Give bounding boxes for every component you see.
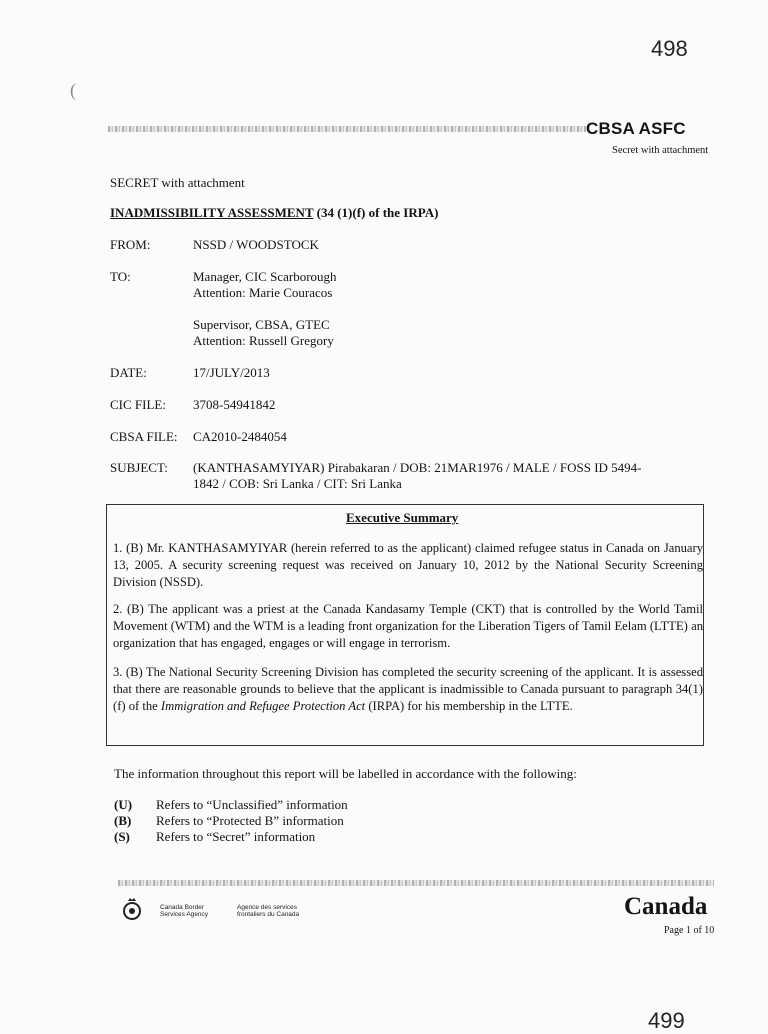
act-name: Immigration and Refugee Protection Act [160, 698, 366, 713]
scan-mark: ( [70, 80, 76, 100]
header-classification-note: Secret with attachment [612, 145, 709, 156]
agency-name-en: Canada Border Services Agency [160, 904, 209, 918]
legend-text-secret: Refers to “Secret” information [156, 829, 316, 844]
legend-text-protected-b: Refers to “Protected B” information [156, 813, 344, 828]
summary-paragraph-3: 3. (B) The National Security Screening Division has completed the security screening of the applicant. It is assessed that there are reasonable grounds to believe that the applicant is inadmissible to Canada pursuant to paragraph 34(1)(f) of the Immigration and Refugee Protection Act (IRPA) for his membership in the LTTE. [113, 665, 703, 713]
footer-rule [118, 880, 714, 886]
document-title [110, 205, 438, 221]
canada-wordmark: Canada [624, 893, 708, 920]
page-number-bottom: 499 [648, 1008, 685, 1033]
legend-code-protected-b: (B) [114, 813, 132, 828]
field-label-cbsa-file: CBSA FILE: [110, 429, 178, 444]
summary-paragraph-1: 1. (B) Mr. KANTHASAMYIYAR (herein referred to as the applicant) claimed refugee status in Canada on January 13, 2005. A security screening request was received on January 10, 2012 by the National Security Screening Division (NSSD). [113, 541, 703, 589]
agency-name-fr: Agence des services frontaliers du Canada [237, 904, 300, 918]
field-value-cbsa-file: CA2010-2484054 [193, 429, 287, 444]
crest-icon [121, 897, 143, 926]
field-value-date: 17/JULY/2013 [193, 365, 270, 380]
document-classification: SECRET with attachment [110, 175, 245, 190]
field-value-to-line2: Attention: Marie Couracos [193, 285, 333, 300]
document-title-main: INADMISSIBILITY ASSESSMENT [110, 205, 314, 220]
header-rule [108, 126, 586, 132]
field-label-from: FROM: [110, 237, 151, 252]
legend-code-unclassified: (U) [114, 797, 133, 812]
summary-paragraph-2: 2. (B) The applicant was a priest at the Canada Kandasamy Temple (CKT) that is controlled by the World Tamil Movement (WTM) and the WTM is a leading front organization for the Liberation Tigers of Tamil Eelam (LTTE) an organization that has engaged, engages or will engage in terrorism. [113, 602, 703, 650]
document-title-reference: (34 (1)(f) of the IRPA) [313, 205, 439, 220]
field-label-cic-file: CIC FILE: [110, 397, 166, 412]
legend-text-unclassified: Refers to “Unclassified” information [156, 797, 348, 812]
field-value-to2-line2: Attention: Russell Gregory [193, 333, 334, 348]
field-label-to: TO: [110, 269, 131, 284]
page-indicator: Page 1 of 10 [664, 925, 715, 936]
legend-intro: The information throughout this report will be labelled in accordance with the following: [114, 766, 577, 781]
field-value-from: NSSD / WOODSTOCK [193, 237, 319, 252]
page-number-top: 498 [651, 36, 688, 61]
legend-code-secret: (S) [114, 829, 130, 844]
field-value-to2-line1: Supervisor, CBSA, GTEC [193, 317, 330, 332]
field-value-subject-line1: (KANTHASAMYIYAR) Pirabakaran / DOB: 21MAR1976 / MALE / FOSS ID 5494- [193, 460, 642, 475]
field-label-date: DATE: [110, 365, 147, 380]
field-value-to-line1: Manager, CIC Scarborough [193, 269, 337, 284]
field-value-cic-file: 3708-54941842 [193, 397, 276, 412]
field-value-subject-line2: 1842 / COB: Sri Lanka / CIT: Sri Lanka [193, 476, 402, 491]
executive-summary-heading: Executive Summary [346, 510, 459, 525]
field-label-subject: SUBJECT: [110, 460, 168, 475]
cbsa-logo: CBSA ASFC [586, 119, 686, 138]
